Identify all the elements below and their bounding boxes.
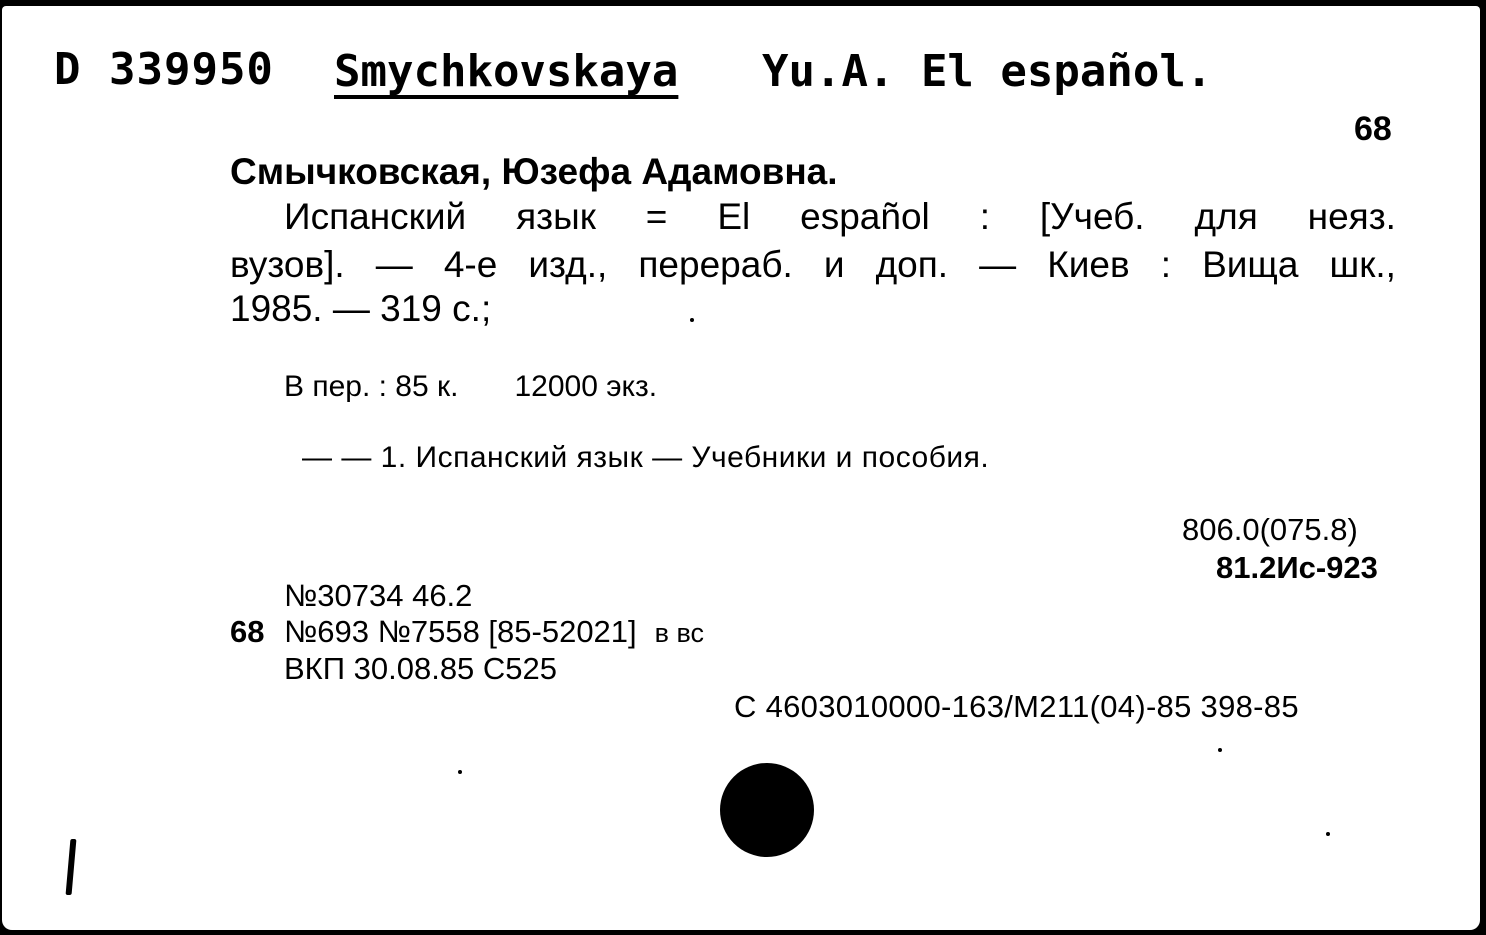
speck xyxy=(690,318,694,322)
word: неяз. xyxy=(1307,196,1396,237)
description-line-3: 1985. — 319 с.; xyxy=(230,288,492,329)
word: — xyxy=(979,244,1017,285)
speck xyxy=(458,770,462,774)
registry-suffix: в вс xyxy=(654,618,705,648)
word: и xyxy=(823,244,845,285)
word: : xyxy=(1160,244,1172,285)
typed-title: Yu.A. El español. xyxy=(762,46,1213,97)
word: — xyxy=(375,244,413,285)
registry-line-1: №30734 46.2 xyxy=(284,578,473,613)
word: язык xyxy=(516,196,596,237)
binding-price: В пер. : 85 к. xyxy=(284,370,459,403)
author-heading: Смычковская, Юзефа Адамовна. xyxy=(230,151,838,192)
udc-code: 806.0(075.8) xyxy=(1182,512,1358,547)
description-line-2 xyxy=(230,244,1396,286)
word: [Учеб. xyxy=(1039,196,1145,237)
catalog-card xyxy=(2,6,1480,930)
word: = xyxy=(645,196,668,237)
word: вузов]. xyxy=(230,244,345,285)
registry-line-2 xyxy=(284,614,704,650)
word: Испанский xyxy=(284,196,467,237)
speck xyxy=(1218,748,1222,752)
registry-number: 68 xyxy=(230,614,265,649)
word: 4-е xyxy=(443,244,498,285)
description-line-1 xyxy=(284,196,1396,238)
word: для xyxy=(1194,196,1258,237)
word: перераб. xyxy=(638,244,793,285)
word: español xyxy=(800,196,930,237)
typed-author: Smychkovskaya xyxy=(334,46,679,97)
word: : xyxy=(979,196,990,237)
word: доп. xyxy=(875,244,949,285)
page-number-top: 68 xyxy=(1354,110,1392,148)
word: шк., xyxy=(1329,244,1396,285)
registry-line-3: ВКП 30.08.85 С525 xyxy=(284,651,558,686)
speck xyxy=(1326,832,1330,836)
punch-hole xyxy=(720,763,814,857)
copies-count: 12000 экз. xyxy=(514,370,658,403)
bbk-code: 81.2Ис-923 xyxy=(1216,550,1378,585)
word: Киев xyxy=(1047,244,1130,285)
word: El xyxy=(717,196,751,237)
registry-codes: №693 №7558 [85-52021] xyxy=(284,614,637,649)
price-line xyxy=(284,370,657,404)
word: изд., xyxy=(528,244,608,285)
isbn-line: С 4603010000-163/М211(04)-85 398-85 xyxy=(734,689,1299,724)
ink-mark xyxy=(66,839,77,895)
word: Вища xyxy=(1202,244,1299,285)
subject-headings: — — 1. Испанский язык — Учебники и пособия. xyxy=(302,441,990,474)
call-number: D 339950 xyxy=(54,44,274,95)
